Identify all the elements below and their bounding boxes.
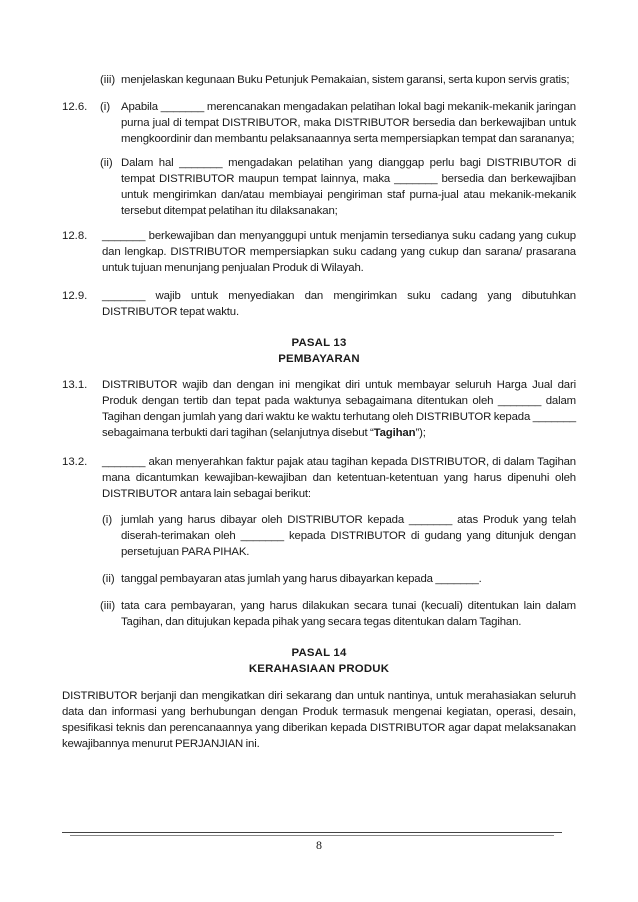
section-number: 12.8. xyxy=(62,230,88,242)
item-text: jumlah yang harus dibayar oleh DISTRIBUTOR kepada _______ atas Produk yang telah diserah-terimakan oleh _______ kepada DISTRIBUTOR di gudang yang ditunjuk dengan persetujuan PARA PIHAK. xyxy=(121,514,576,558)
section-text: DISTRIBUTOR wajib dan dengan ini mengikat diri untuk membayar seluruh Harga Jual dari Produk dengan tertib dan tepat pada waktunya sebagaimana ditentukan oleh _______ dalam Tagihan dengan jumlah yang dari waktu ke waktu terhutang oleh DISTRIBUTOR kepada _______ sebagaimana terbukti dari tagihan (selanjutnya disebut “Tagihan”); xyxy=(102,379,576,439)
section-number: 12.9. xyxy=(62,290,88,302)
item-text: Apabila _______ merencanakan mengadakan pelatihan lokal bagi mekanik-mekanik jaringan purna jual di tempat DISTRIBUTOR, maka DISTRIBUTOR bersedia dan berkewajiban untuk mengkoordinir dan membantu pelaksanaannya serta mempersiapkan tempat dan sarananya; xyxy=(121,101,576,145)
defined-term: Tagihan xyxy=(373,427,416,439)
item-label: (iii) xyxy=(100,600,116,612)
item-text: tata cara pembayaran, yang harus dilakukan secara tunai (kecuali) ditentukan lain dalam Tagihan, dan ditujukan kepada pihak yang secara tegas ditentukan dalam Tagihan. xyxy=(121,600,576,628)
article-title: PASAL 14 xyxy=(291,647,347,659)
item-text: Dalam hal _______ mengadakan pelatihan yang dianggap perlu bagi DISTRIBUTOR di tempat DISTRIBUTOR maupun tempat lainnya, maka _______ bersedia dan berkewajiban untuk mengirimkan dan/atau membiayai pengiriman staf purna-jual atau mekanik-mekanik tersebut ditempat pelatihan itu dilaksanakan; xyxy=(121,157,576,217)
paragraph-text: DISTRIBUTOR berjanji dan mengikatkan diri sekarang dan untuk nantinya, untuk merahasiakan seluruh data dan informasi yang berhubungan dengan Produk termasuk mengenai kegiatan, operasi, desain, spesifikasi teknis dan perencanaannya yang diberikan kepada DISTRIBUTOR agar dapat melaksanakan kewajibannya menurut PERJANJIAN ini. xyxy=(62,690,576,750)
section-text: _______ berkewajiban dan menyanggupi untuk menjamin tersedianya suku cadang yang cukup dan lengkap. DISTRIBUTOR mempersiapkan suku cadang yang cukup dan sarana/ prasarana untuk tujuan menunjang penjualan Produk di Wilayah. xyxy=(102,230,576,274)
item-label: (ii) xyxy=(102,573,115,585)
section-text: _______ wajib untuk menyediakan dan mengirimkan suku cadang yang dibutuhkan DISTRIBUTOR tepat waktu. xyxy=(102,290,576,318)
footer-divider-thin xyxy=(70,835,554,836)
item-label: (iii) xyxy=(100,74,116,86)
footer-divider xyxy=(62,832,562,833)
section-text: _______ akan menyerahkan faktur pajak atau tagihan kepada DISTRIBUTOR, di dalam Tagihan mana dicantumkan kewajiban-kewajiban dan ketentuan-ketentuan yang harus dipenuhi oleh DISTRIBUTOR antara lain sebagai berikut: xyxy=(102,456,576,500)
item-label: (i) xyxy=(102,514,113,526)
item-text: tanggal pembayaran atas jumlah yang harus dibayarkan kepada _______. xyxy=(121,573,482,585)
section-number: 12.6. xyxy=(62,101,88,113)
section-number: 13.1. xyxy=(62,379,88,391)
item-text: menjelaskan kegunaan Buku Petunjuk Pemakaian, sistem garansi, serta kupon servis gratis; xyxy=(121,74,570,86)
item-label: (i) xyxy=(100,101,111,113)
article-subtitle: PEMBAYARAN xyxy=(278,353,360,365)
section-number: 13.2. xyxy=(62,456,88,468)
article-title: PASAL 13 xyxy=(291,337,347,349)
item-label: (ii) xyxy=(100,157,113,169)
page-number: 8 xyxy=(316,838,322,852)
article-subtitle: KERAHASIAAN PRODUK xyxy=(248,663,390,675)
